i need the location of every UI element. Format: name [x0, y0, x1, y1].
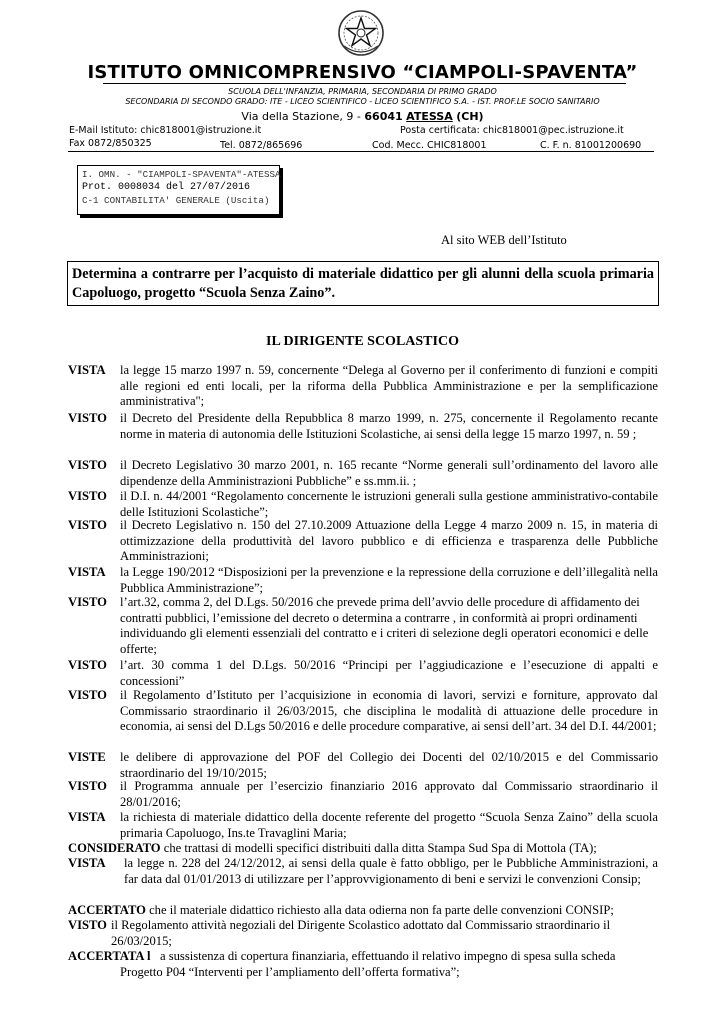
- school-pec: Posta certificata: chic818001@pec.istruzione.it: [400, 125, 624, 136]
- address-city: ATESSA: [406, 110, 453, 123]
- header-school-types: SECONDARIA DI SECONDO GRADO: ITE - LICEO SCIENTIFICO - LICEO SCIENTIFICO S.A. - IST. PROF.LE SOCIO SANITARIO: [125, 97, 600, 106]
- section-title: IL DIRIGENTE SCOLASTICO: [266, 334, 459, 349]
- clause-inline: [68, 841, 654, 857]
- clause-inline: [68, 903, 654, 919]
- clause-label: VISTO: [68, 518, 107, 532]
- clause-text: il Decreto Legislativo n. 150 del 27.10.2009 Attuazione della Legge 4 marzo 2009 n. 15, in materia di ottimizzazione della produttività del lavoro pubblico e di efficienza e trasparenza delle Pubbliche Amministrazioni;: [120, 518, 658, 564]
- school-address: [0, 110, 725, 123]
- school-name: ISTITUTO OMNICOMPRENSIVO “CIAMPOLI-SPAVENTA”: [87, 62, 638, 83]
- clause-text: a sussistenza di copertura finanziaria, effettuando il relativo impegno di spesa sulla scheda Progetto P04 “Interventi per l’ampliamento dell’offerta formativa”;: [120, 949, 616, 979]
- subject-text: Determina a contrarre per l’acquisto di materiale didattico per gli alunni della scuola primaria Capoluogo, progetto “Scuola Senza Zaino”.: [72, 266, 654, 301]
- address-street: Via della Stazione, 9 -: [241, 110, 365, 123]
- clause-text: la legge 15 marzo 1997 n. 59, concernente “Delega al Governo per il conferimento di funzioni e compiti alle regioni ed enti locali, per la riforma della Pubblica Amministrazione e per la semplificazione amministrativa";: [120, 363, 658, 409]
- clause-label: VISTO: [68, 658, 107, 672]
- clause-text: l’art.32, comma 2, del D.Lgs. 50/2016 che prevede prima dell’avvio delle procedure di affidamento dei contratti pubblici, l’emissione del decreto o determina a contrarre , in conformità ai propri ordinamenti individuando gli elementi essenziali del contratto e i criteri di selezione degli operatori economici e delle offerte;: [120, 595, 649, 656]
- school-email: E-Mail Istituto: chic818001@istruzione.it: [69, 125, 262, 136]
- school-fiscal-code: C. F. n. 81001200690: [540, 140, 642, 151]
- clause-text: che il materiale didattico richiesto alla data odierna non fa parte delle convenzioni CONSIP;: [149, 903, 614, 917]
- clause-text: la richiesta di materiale didattico della docente referente del progetto “Scuola Senza Zaino” della scuola primaria Capoluogo, Ins.te Travaglini Maria;: [120, 810, 658, 840]
- clause-text: il Regolamento attività negoziali del Dirigente Scolastico adottato dal Commissario straordinario il 26/03/2015;: [111, 918, 611, 948]
- protocol-classification: C-1 CONTABILITA' GENERALE (Uscita): [82, 195, 270, 206]
- clause-label: VISTA: [68, 363, 106, 377]
- clause-label: VISTO: [68, 595, 107, 609]
- clause-text: il Decreto del Presidente della Repubblica 8 marzo 1999, n. 275, concernente il Regolamento recante norme in materia di autonomia delle Istituzioni Scolastiche, ai sensi della legge 15 marzo 1997, n. 59 ;: [120, 411, 658, 441]
- clause-text: il Programma annuale per l’esercizio finanziario 2016 approvato dal Commissario straordinario il 28/01/2016;: [120, 779, 658, 809]
- italian-republic-emblem-icon: [336, 8, 386, 58]
- clause-text: il Decreto Legislativo 30 marzo 2001, n. 165 recante “Norme generali sull’ordinamento del lavoro alle dipendenze della Amministrazioni Pubbliche” e ss.mm.ii. ;: [120, 458, 658, 488]
- address-province: (CH): [456, 110, 484, 123]
- title-underline: [103, 83, 626, 84]
- clause-label: VISTO: [68, 411, 107, 425]
- clause-text: il Regolamento d’Istituto per l’acquisizione in economia di lavori, servizi e forniture, approvato dal Commissario straordinario il 26/03/2015, che disciplina le modalità di attuazione delle procedure in economia, ai sensi del D.Lgs 50/2016 e delle procedure comparative, ai sensi dell’art. 34 del D.I. 44/2001;: [120, 688, 658, 734]
- clause-label: VISTE: [68, 750, 106, 764]
- clause-text: che trattasi di modelli specifici distribuiti dalla ditta Stampa Sud Spa di Mottola (TA);: [163, 841, 597, 855]
- protocol-stamp: [77, 165, 280, 215]
- protocol-number: Prot. 0008034 del 27/07/2016: [82, 182, 251, 193]
- school-fax: Fax 0872/850325: [69, 138, 152, 149]
- clause-label: CONSIDERATO: [68, 841, 161, 855]
- header-divider: [68, 151, 654, 152]
- clause-label: VISTO: [68, 779, 107, 793]
- clause-label: VISTA: [68, 810, 106, 824]
- clause-label: VISTO: [68, 489, 107, 503]
- subject-box: [67, 261, 659, 306]
- clause-label: VISTA: [68, 856, 106, 870]
- recipient: Al sito WEB dell’Istituto: [441, 233, 567, 247]
- protocol-institute: I. OMN. - "CIAMPOLI-SPAVENTA"-ATESSA: [82, 169, 281, 180]
- clause-text: la legge n. 228 del 24/12/2012, ai sensi della quale è fatto obbligo, per le Pubbliche Amministrazioni, a far data dal 01/01/2013 di utilizzare per l’approvvigionamento di beni e servizi le convenzioni Consip;: [124, 856, 658, 886]
- clause-label: VISTO: [68, 458, 107, 472]
- school-cod-mecc: Cod. Mecc. CHIC818001: [372, 140, 487, 151]
- clause-label: VISTO: [68, 688, 107, 702]
- clause-label: VISTA: [68, 565, 106, 579]
- clause-text: l’art. 30 comma 1 del D.Lgs. 50/2016 “Principi per l’aggiudicazione e l’esecuzione di appalti e concessioni”: [120, 658, 658, 688]
- clause-label: ACCERTATA l: [68, 949, 151, 963]
- address-cap: 66041: [364, 110, 403, 123]
- clause-text: il D.I. n. 44/2001 “Regolamento concernente le istruzioni generali sulla gestione amministrativo-contabile delle Istituzioni Scolastiche”;: [120, 489, 658, 519]
- clause-text: le delibere di approvazione del POF del Collegio dei Docenti del 02/10/2015 e del Commissario straordinario del 19/10/2015;: [120, 750, 658, 780]
- header-school-levels: SCUOLA DELL'INFANZIA, PRIMARIA, SECONDARIA DI PRIMO GRADO: [228, 87, 497, 96]
- clause-label: ACCERTATO: [68, 903, 146, 917]
- school-tel: Tel. 0872/865696: [220, 140, 303, 151]
- clause-label: VISTO: [68, 918, 107, 932]
- clause-text: la Legge 190/2012 “Disposizioni per la prevenzione e la repressione della corruzione e dell’illegalità nella Pubblica Amministrazione”;: [120, 565, 658, 595]
